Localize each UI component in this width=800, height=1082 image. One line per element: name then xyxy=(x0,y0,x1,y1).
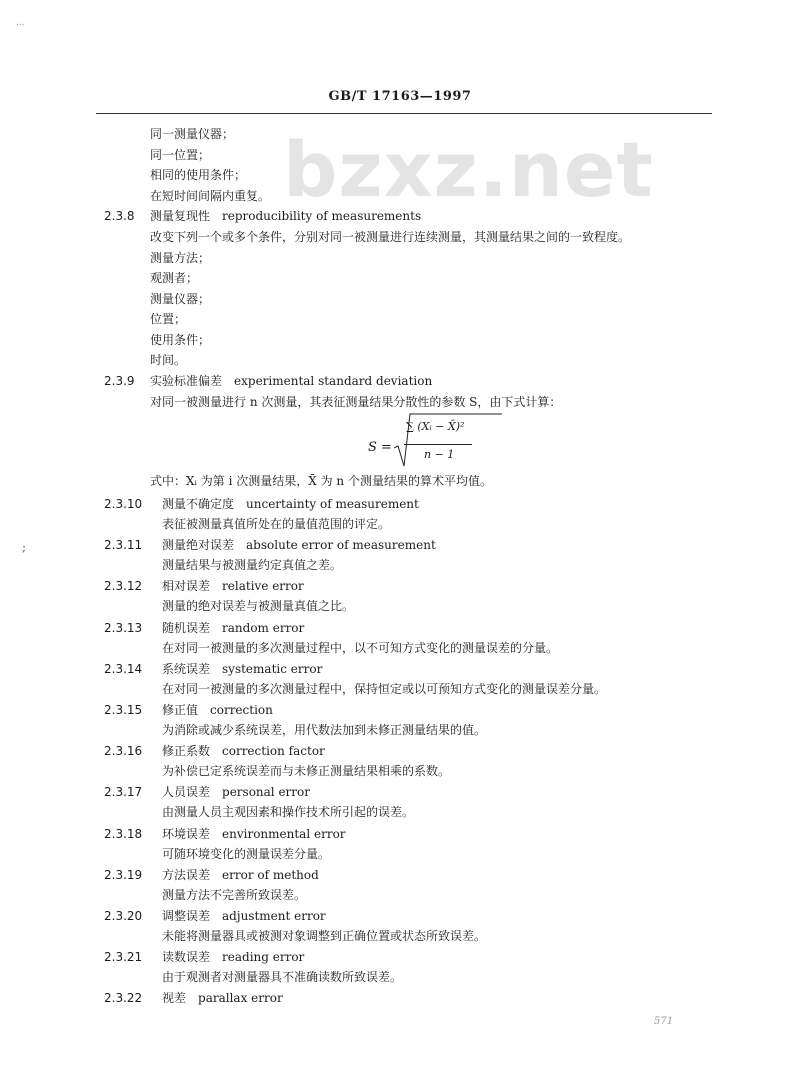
fraction-bar xyxy=(404,444,472,445)
term-zh: 相对误差 xyxy=(162,579,211,593)
clause-description: 测量结果与被测量约定真值之差。 xyxy=(162,558,343,572)
formula-denominator: n − 1 xyxy=(424,448,455,461)
clause-term xyxy=(162,909,326,923)
clause-description: 在对同一被测量的多次测量过程中，保持恒定或以可预知方式变化的测量误差分量。 xyxy=(162,682,607,696)
term-en: experimental standard deviation xyxy=(234,374,433,388)
intro-line: 相同的使用条件； xyxy=(150,168,247,182)
clause-description: 为消除或减少系统误差，用代数法加到未修正测量结果的值。 xyxy=(162,723,487,737)
intro-line: 同一位置； xyxy=(150,148,211,162)
term-en: environmental error xyxy=(222,827,346,841)
clause-number: 2.3.17 xyxy=(104,785,143,799)
formula-note: 式中：Xᵢ 为第 i 次测量结果，X̄ 为 n 个测量结果的算术平均值。 xyxy=(150,474,492,488)
term-zh: 调整误差 xyxy=(162,909,211,923)
std-deviation-formula xyxy=(368,412,488,472)
term-zh: 系统误差 xyxy=(162,662,211,676)
clause-description: 未能将测量器具或被测对象调整到正确位置或状态所致误差。 xyxy=(162,929,487,943)
page-number: 571 xyxy=(654,1016,674,1027)
clause-term xyxy=(162,538,436,552)
clause-description: 对同一被测量进行 n 次测量，其表征测量结果分散性的参数 S，由下式计算： xyxy=(150,395,562,409)
term-zh: 修正系数 xyxy=(162,744,211,758)
term-zh: 测量复现性 xyxy=(150,209,211,223)
condition-item: 测量方法； xyxy=(150,251,211,265)
clause-description: 测量方法不完善所致误差。 xyxy=(162,888,307,902)
term-zh: 方法误差 xyxy=(162,868,211,882)
term-en: relative error xyxy=(222,579,304,593)
condition-item: 时间。 xyxy=(150,353,187,367)
clause-term xyxy=(150,374,432,388)
term-en: systematic error xyxy=(222,662,323,676)
condition-item: 位置； xyxy=(150,312,187,326)
term-zh: 随机误差 xyxy=(162,621,211,635)
clause-term xyxy=(162,497,419,511)
clause-term xyxy=(150,209,421,223)
term-zh: 视差 xyxy=(162,991,187,1005)
term-en: correction xyxy=(210,703,273,717)
term-en: random error xyxy=(222,621,305,635)
term-en: personal error xyxy=(222,785,310,799)
term-zh: 实验标准偏差 xyxy=(150,374,223,388)
term-zh: 读数误差 xyxy=(162,950,211,964)
term-en: error of method xyxy=(222,868,319,882)
clause-number: 2.3.19 xyxy=(104,868,143,882)
clause-number: 2.3.14 xyxy=(104,662,143,676)
clause-term xyxy=(162,579,304,593)
clause-description: 测量的绝对误差与被测量真值之比。 xyxy=(162,599,355,613)
scan-margin-mark: ... xyxy=(16,18,25,28)
term-zh: 人员误差 xyxy=(162,785,211,799)
watermark: bzxz.net xyxy=(283,125,654,214)
formula-numerator: ∑ (Xᵢ − X̄)² xyxy=(406,420,465,433)
clause-description: 可随环境变化的测量误差分量。 xyxy=(162,847,331,861)
clause-term xyxy=(162,785,310,799)
term-en: correction factor xyxy=(222,744,325,758)
clause-description: 为补偿已定系统误差而与未修正测量结果相乘的系数。 xyxy=(162,764,451,778)
scan-side-mark: ; xyxy=(22,540,27,554)
clause-description: 表征被测量真值所处在的量值范围的评定。 xyxy=(162,517,391,531)
clause-number: 2.3.15 xyxy=(104,703,143,717)
clause-term xyxy=(162,950,304,964)
term-zh: 修正值 xyxy=(162,703,199,717)
condition-item: 观测者； xyxy=(150,271,199,285)
clause-description: 改变下列一个或多个条件，分别对同一被测量进行连续测量，其测量结果之间的一致程度。 xyxy=(150,230,631,244)
clause-number: 2.3.20 xyxy=(104,909,143,923)
term-zh: 环境误差 xyxy=(162,827,211,841)
term-en: parallax error xyxy=(198,991,283,1005)
term-en: adjustment error xyxy=(222,909,326,923)
term-en: absolute error of measurement xyxy=(246,538,436,552)
clause-term xyxy=(162,868,319,882)
clause-number: 2.3.8 xyxy=(104,209,135,223)
page-header: GB/T 17163—1997 xyxy=(328,89,472,104)
clause-number: 2.3.18 xyxy=(104,827,143,841)
formula-lhs: S = xyxy=(368,440,392,455)
clause-term xyxy=(162,991,283,1005)
clause-term xyxy=(162,621,304,635)
term-zh: 测量不确定度 xyxy=(162,497,235,511)
condition-item: 测量仪器； xyxy=(150,292,211,306)
term-en: reproducibility of measurements xyxy=(222,209,422,223)
clause-term xyxy=(162,662,322,676)
header-rule xyxy=(96,113,712,114)
clause-number: 2.3.9 xyxy=(104,374,135,388)
clause-number: 2.3.12 xyxy=(104,579,143,593)
clause-number: 2.3.10 xyxy=(104,497,143,511)
clause-number: 2.3.11 xyxy=(104,538,143,552)
clause-number: 2.3.22 xyxy=(104,991,143,1005)
term-en: uncertainty of measurement xyxy=(246,497,419,511)
clause-description: 由于观测者对测量器具不准确读数所致误差。 xyxy=(162,970,403,984)
clause-number: 2.3.13 xyxy=(104,621,143,635)
term-en: reading error xyxy=(222,950,305,964)
clause-number: 2.3.21 xyxy=(104,950,143,964)
clause-term xyxy=(162,744,325,758)
clause-number: 2.3.16 xyxy=(104,744,143,758)
intro-line: 同一测量仪器； xyxy=(150,127,235,141)
clause-term xyxy=(162,703,273,717)
condition-item: 使用条件； xyxy=(150,333,211,347)
intro-line: 在短时间间隔内重复。 xyxy=(150,189,271,203)
term-zh: 测量绝对误差 xyxy=(162,538,235,552)
clause-description: 在对同一被测量的多次测量过程中，以不可知方式变化的测量误差的分量。 xyxy=(162,641,559,655)
clause-term xyxy=(162,827,346,841)
clause-description: 由测量人员主观因素和操作技术所引起的误差。 xyxy=(162,805,415,819)
